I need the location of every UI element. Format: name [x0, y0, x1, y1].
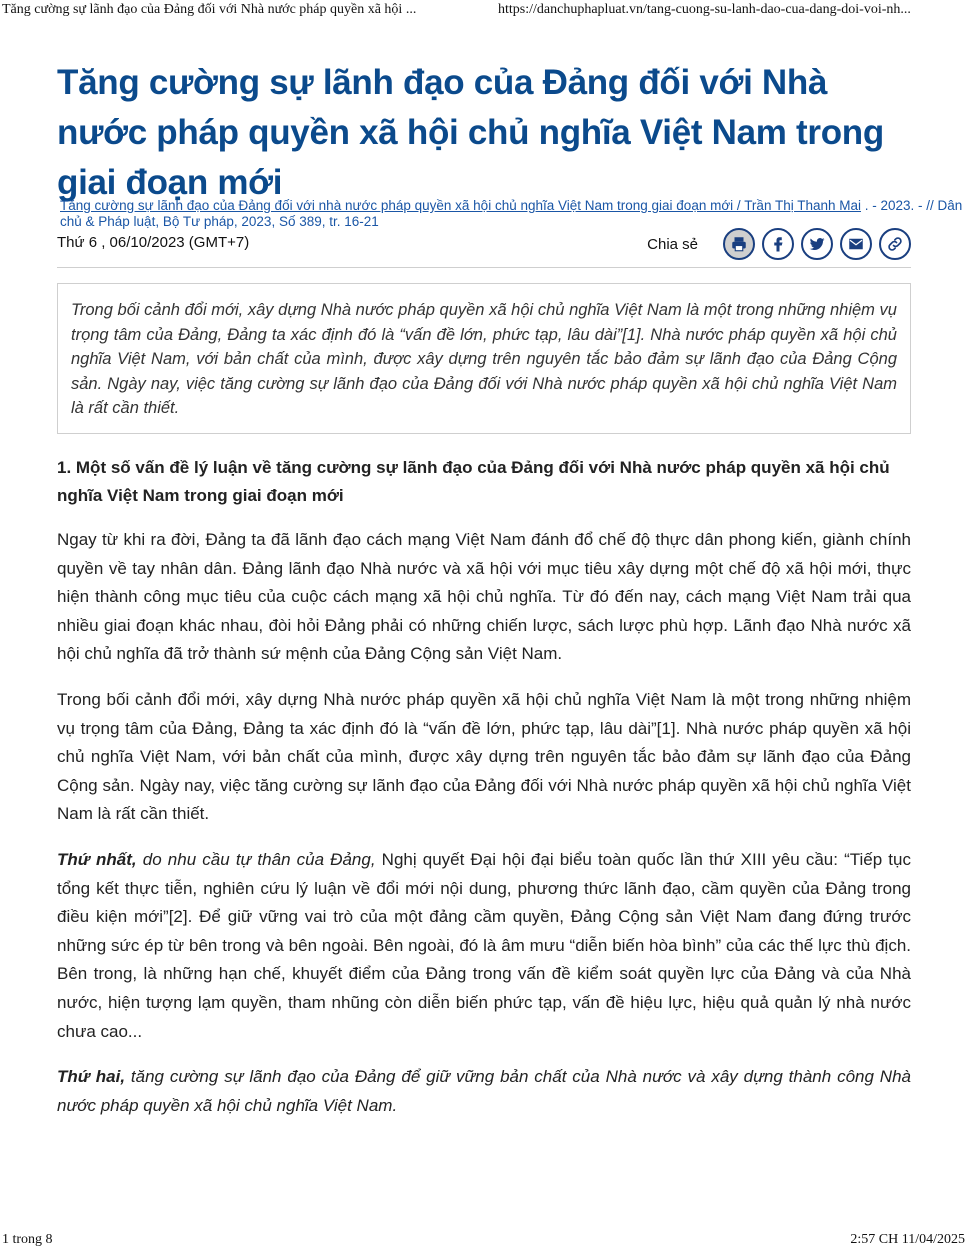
- article: [57, 58, 963, 1115]
- email-icon: [847, 235, 865, 253]
- article-summary: Trong bối cảnh đổi mới, xây dựng Nhà nước pháp quyền xã hội chủ nghĩa Việt Nam là một trong những nhiệm vụ trọng tâm của Đảng, Đảng ta xác định đó là “vấn đề lớn, phức tạp, lâu dài”[1]. Nhà nước pháp quyền xã hội chủ nghĩa Việt Nam, với bản chất của mình, được xây dựng trên nguyên tắc bảo đảm sự lãnh đạo của Đảng Cộng sản. Ngày nay, việc tăng cường sự lãnh đạo của Đảng đối với Nhà nước pháp quyền xã hội chủ nghĩa Việt Nam là rất cần thiết.: [57, 283, 911, 434]
- meta-divider: [57, 267, 911, 268]
- paragraph-lead: Thứ nhất,: [57, 849, 137, 869]
- twitter-share-button[interactable]: [801, 228, 833, 260]
- paragraph: [57, 846, 911, 1046]
- link-icon: [886, 235, 904, 253]
- meta-row: [57, 234, 911, 270]
- email-share-button[interactable]: [840, 228, 872, 260]
- section-heading: 1. Một số vấn đề lý luận về tăng cường sự lãnh đạo của Đảng đối với Nhà nước pháp quyền xã hội chủ nghĩa Việt Nam trong giai đoạn mới: [57, 458, 890, 505]
- print-button[interactable]: [723, 228, 755, 260]
- paragraph-lead: Thứ hai,: [57, 1067, 126, 1087]
- print-header: [0, 2, 969, 22]
- paragraph-text: tăng cường sự lãnh đạo của Đảng để giữ vững bản chất của Nhà nước và xây dựng thành công Nhà nước pháp quyền xã hội chủ nghĩa Việt Nam.: [57, 1067, 911, 1115]
- article-title: Tăng cường sự lãnh đạo của Đảng đối với Nhà nước pháp quyền xã hội chủ nghĩa Việt Nam trong giai đoạn mới: [57, 63, 884, 202]
- print-timestamp: 2:57 CH 11/04/2025: [850, 1232, 965, 1247]
- twitter-icon: [808, 235, 826, 253]
- paragraph: Trong bối cảnh đổi mới, xây dựng Nhà nước pháp quyền xã hội chủ nghĩa Việt Nam là một trong những nhiệm vụ trọng tâm của Đảng, Đảng ta xác định đó là “vấn đề lớn, phức tạp, lâu dài”[1]. Nhà nước pháp quyền xã hội chủ nghĩa Việt Nam, với bản chất của mình, được xây dựng trên nguyên tắc bảo đảm sự lãnh đạo của Đảng Cộng sản. Ngày nay, việc tăng cường sự lãnh đạo của Đảng đối với Nhà nước pháp quyền xã hội chủ nghĩa Việt Nam là rất cần thiết.: [57, 689, 911, 824]
- citation-link[interactable]: Tăng cường sự lãnh đạo của Đảng đối với nhà nước pháp quyền xã hội chủ nghĩa Việt Nam trong giai đoạn mới / Trần Thị Thanh Mai: [60, 198, 861, 213]
- citation: [60, 198, 969, 230]
- paragraph-lead-italic: do nhu cầu tự thân của Đảng,: [136, 849, 376, 869]
- citation-source: . - 2023. - // Dân chủ & Pháp luật, Bộ Tư pháp, 2023, Số 389, tr. 16-21: [60, 198, 963, 229]
- share-bar: [647, 228, 911, 260]
- paragraph-text: Nghị quyết Đại hội đại biểu toàn quốc lần thứ XIII yêu cầu: “Tiếp tục tổng kết thực tiễn, nghiên cứu lý luận về đổi mới nội dung, phương thức lãnh đạo, cầm quyền của Đảng trong điều kiện mới”[2]. Để giữ vững vai trò của một đảng cầm quyền, Đảng Cộng sản Việt Nam đang đứng trước những sức ép từ bên trong và bên ngoài. Bên ngoài, đó là âm mưu “diễn biến hòa bình” của các thế lực thù địch. Bên trong, là những hạn chế, khuyết điểm của Đảng trong vấn đề kiểm soát quyền lực của Đảng và của Nhà nước, hiện tượng lạm quyền, tham nhũng còn diễn biến phức tạp, vấn đề hiệu lực, hiệu quả quản lý nhà nước chưa cao...: [57, 849, 911, 1041]
- print-header-title: Tăng cường sự lãnh đạo của Đảng đối với Nhà nước pháp quyền xã hội ...: [2, 2, 417, 17]
- paragraph: [57, 1063, 911, 1120]
- share-label: Chia sẻ: [647, 235, 698, 253]
- paragraph: Ngay từ khi ra đời, Đảng ta đã lãnh đạo cách mạng Việt Nam đánh đổ chế độ thực dân phong kiến, giành chính quyền về tay nhân dân. Đảng lãnh đạo Nhà nước và xã hội với mục tiêu xây dựng một chế độ xã hội mới, thực hiện thành công mục tiêu của cuộc cách mạng xã hội chủ nghĩa. Từ đó đến nay, cách mạng Việt Nam trải qua nhiều giai đoạn khác nhau, đòi hỏi Đảng phải có những chiến lược, sách lược phù hợp. Lãnh đạo Nhà nước xã hội chủ nghĩa đã trở thành sứ mệnh của Đảng Cộng sản Việt Nam.: [57, 530, 911, 664]
- print-footer: [0, 1232, 969, 1252]
- facebook-icon: [769, 235, 787, 253]
- facebook-share-button[interactable]: [762, 228, 794, 260]
- article-body: [57, 454, 911, 1137]
- print-icon: [730, 235, 748, 253]
- copy-link-button[interactable]: [879, 228, 911, 260]
- print-header-url: https://danchuphapluat.vn/tang-cuong-su-lanh-dao-cua-dang-doi-voi-nh...: [498, 2, 911, 17]
- page-number: 1 trong 8: [2, 1232, 53, 1247]
- publish-date: Thứ 6 , 06/10/2023 (GMT+7): [57, 234, 250, 251]
